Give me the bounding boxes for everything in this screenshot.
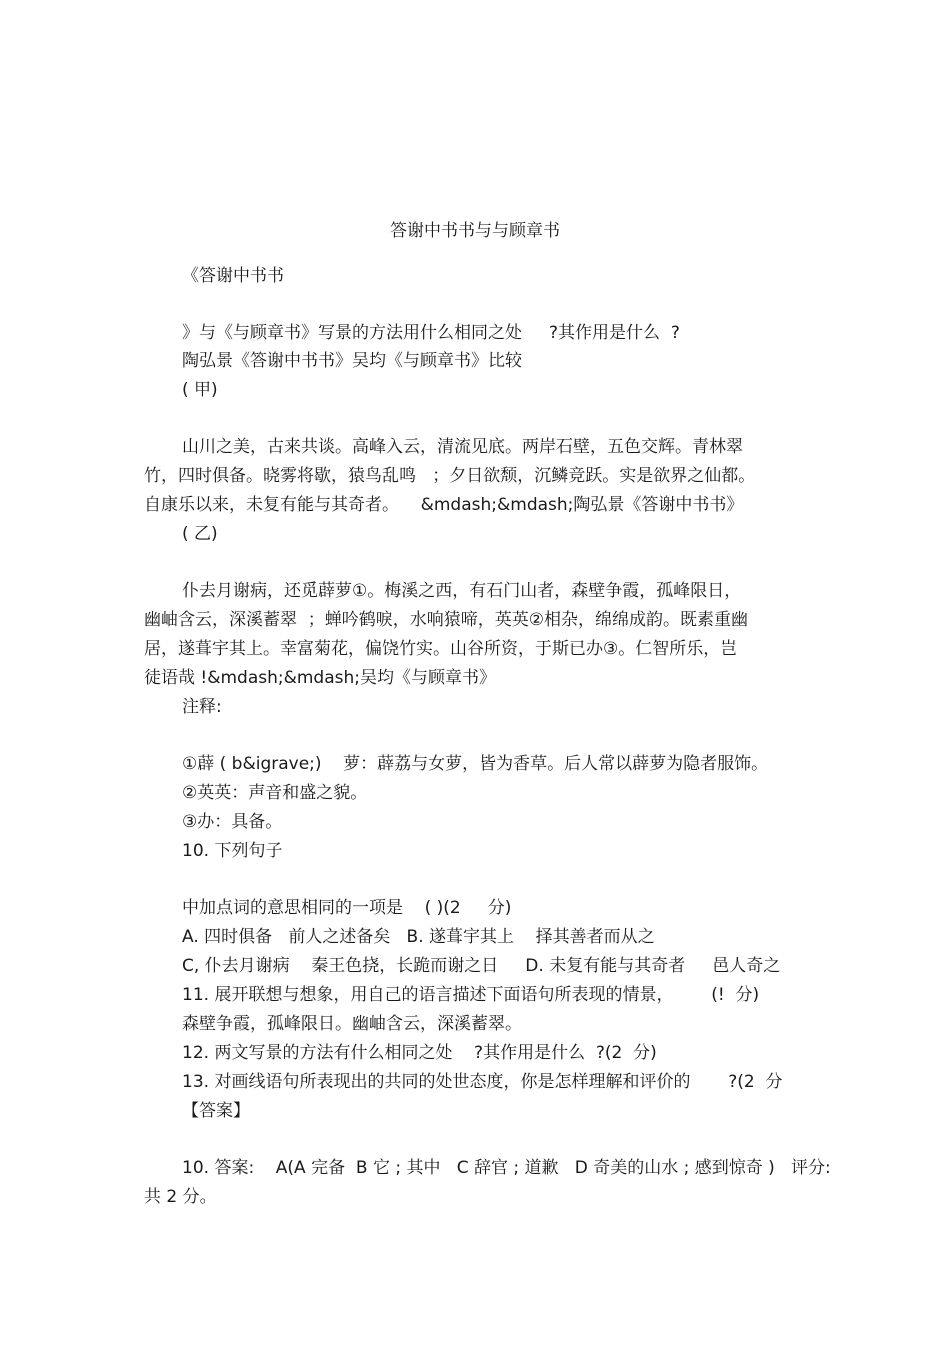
question-12: 12. 两文写景的方法有什么相同之处 ?其作用是什么 ?(2 分) <box>182 1043 657 1063</box>
section-label-yi: ( 乙) <box>182 524 218 544</box>
note-item: ②英英：声音和盛之貌。 <box>182 783 368 803</box>
question-10-stem: 中加点词的意思相同的一项是 ( )(2 分) <box>182 898 512 918</box>
passage-yi-line: 幽岫含云，深溪蓄翠 ；蝉吟鹤唳，水响猿啼，英英②相杂，绵绵成韵。既素重幽 <box>144 610 749 630</box>
passage-yi-line: 仆去月谢病，还觅薜萝①。梅溪之西，有石门山者，森壁争霞，孤峰限日， <box>182 581 742 601</box>
passage-yi-line: 徒语哉 !&mdash;&mdash;吴均《与顾章书》 <box>144 668 496 688</box>
question-line: 》与《与顾章书》写景的方法用什么相同之处 ?其作用是什么 ? <box>182 323 680 343</box>
note-item: ①薜 ( b&igrave;) 萝：薜荔与女萝，皆为香草。后人常以薜萝为隐者服饰。 <box>182 754 769 774</box>
passage-yi-line: 居，遂葺宇其上。幸富菊花，偏饶竹实。山谷所资，于斯已办③。仁智所乐，岂 <box>144 639 738 659</box>
passage-jia-line: 自康乐以来，未复有能与其奇者。 &mdash;&mdash;陶弘景《答谢中书书》 <box>144 495 744 515</box>
answer-10-score: 共 2 分。 <box>144 1187 217 1207</box>
notes-heading: 注释: <box>182 697 222 717</box>
question-13: 13. 对画线语句所表现出的共同的处世态度，你是怎样理解和评价的 ?(2 分 <box>182 1072 783 1092</box>
passage-jia-line: 竹，四时俱备。晓雾将歇，猿鸟乱鸣 ；夕日欲颓，沉鳞竞跃。实是欲界之仙都。 <box>144 466 756 486</box>
question-10: 10. 下列句子 <box>182 841 283 861</box>
answer-10: 10. 答案: A(A 完备 B 它 ; 其中 C 辞官 ; 道歉 D 奇美的山水 ; 感到惊奇 ) 评分: <box>182 1158 831 1178</box>
question-11: 11. 展开联想与想象，用自己的语言描述下面语句所表现的情景， (! 分) <box>182 985 760 1005</box>
section-label-jia: ( 甲) <box>182 380 218 400</box>
document-title: 答谢中书书与与顾章书 <box>390 221 560 241</box>
text-line: 陶弘景《答谢中书书》吴均《与顾章书》比较 <box>182 351 522 371</box>
question-11-quote: 森壁争霞，孤峰限日。幽岫含云，深溪蓄翠。 <box>182 1014 522 1034</box>
answer-heading: 【答案】 <box>182 1101 250 1121</box>
note-item: ③办：具备。 <box>182 812 283 832</box>
question-10-options-cd: C, 仆去月谢病 秦王色挠，长跪而谢之日 D. 未复有能与其奇者 邑人奇之 <box>182 956 781 976</box>
passage-jia-line: 山川之美，古来共谈。高峰入云，清流见底。两岸石壁，五色交辉。青林翠 <box>182 437 743 457</box>
text-line: 《答谢中书书 <box>182 266 284 286</box>
question-10-options-ab: A. 四时俱备 前人之述备矣 B. 遂葺宇其上 择其善者而从之 <box>182 927 655 947</box>
